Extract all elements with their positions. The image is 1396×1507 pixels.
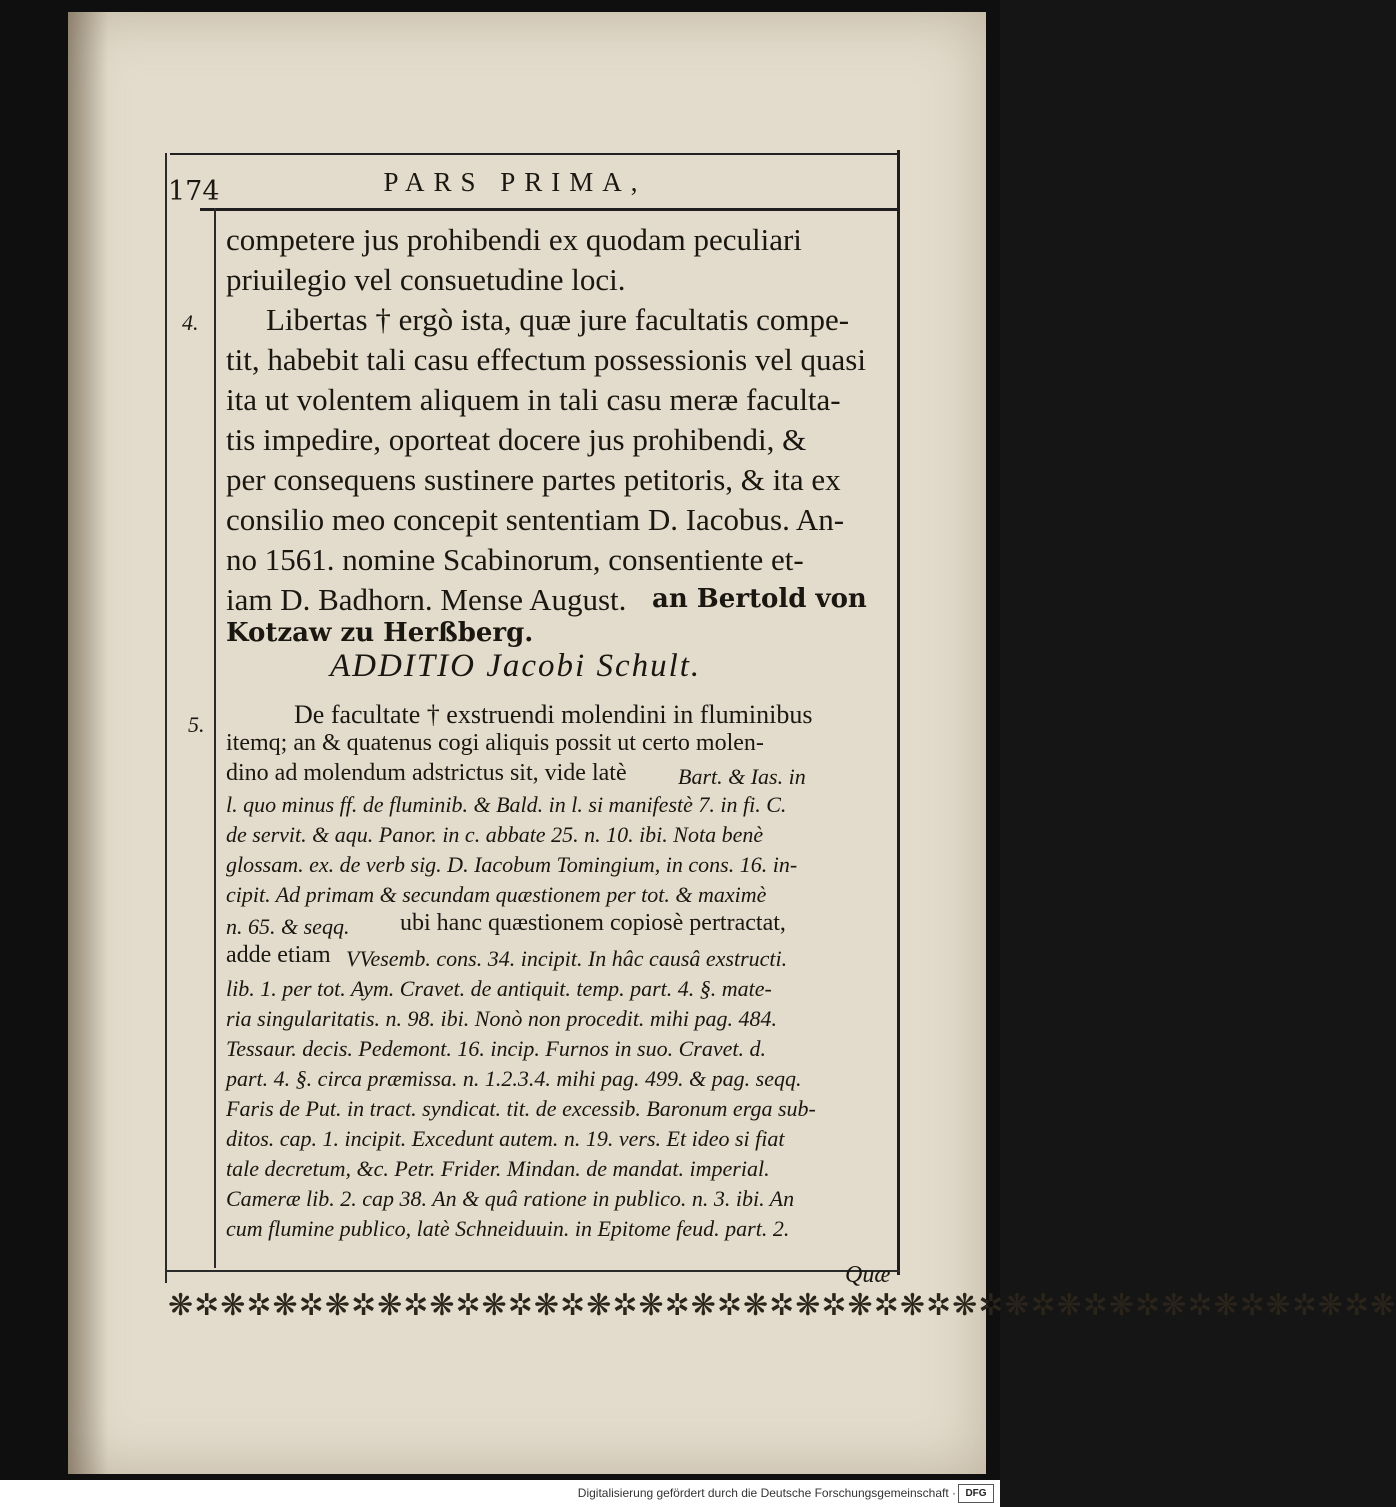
additio-line: itemq; an & quatenus cogi aliquis possit ut certo molen-: [226, 730, 764, 756]
citation-line: glossam. ex. de verb sig. D. Iacobum Tomingium, in cons. 16. in-: [226, 852, 798, 877]
dfg-logo: DFG: [958, 1484, 994, 1503]
margin-number: 5.: [188, 712, 205, 737]
catchword: Quæ: [845, 1262, 891, 1288]
text-line: adde etiam: [226, 942, 331, 968]
citation-line: tale decretum, &c. Petr. Frider. Mindan. de mandat. imperial.: [226, 1156, 770, 1181]
additio-line: De facultate † exstruendi molendini in fluminibus: [294, 700, 813, 729]
citation-line: de servit. & aqu. Panor. in c. abbate 25. n. 10. ibi. Nota benè: [226, 822, 764, 847]
citation-line: part. 4. §. circa præmissa. n. 1.2.3.4. mihi pag. 499. & pag. seqq.: [226, 1066, 802, 1091]
footer-credit: Digitalisierung gefördert durch die Deutsche Forschungsgemeinschaft ·: [577, 1486, 956, 1500]
citation-line: ria singularitatis. n. 98. ibi. Nonò non procedit. mihi pag. 484.: [226, 1006, 778, 1031]
citation-line: VVesemb. cons. 34. incipit. In hâc causâ exstructi.: [346, 946, 788, 971]
header-rule: [200, 208, 898, 211]
text-line: competere jus prohibendi ex quodam peculiari: [226, 222, 802, 257]
fraktur-name: Kotzaw zu Herßberg.: [226, 618, 534, 648]
citation-line: Tessaur. decis. Pedemont. 16. incip. Furnos in suo. Cravet. d.: [226, 1036, 766, 1061]
citation-line: lib. 1. per tot. Aym. Cravet. de antiquit. temp. part. 4. §. mate-: [226, 976, 772, 1001]
left-frame-rule: [165, 153, 167, 1283]
citation-line: Cameræ lib. 2. cap 38. An & quâ ratione in publico. n. 3. ibi. An: [226, 1186, 795, 1211]
citation-line: cum flumine publico, latè Schneiduuin. in Epitome feud. part. 2.: [226, 1216, 790, 1241]
fraktur-name: an Bertold von: [652, 584, 867, 614]
text-line: consilio meo concepit sententiam D. Iacobus. An-: [226, 502, 845, 537]
text-line: tit, habebit tali casu effectum possessionis vel quasi: [226, 342, 866, 377]
text-line: ita ut volentem aliquem in tali casu meræ faculta-: [226, 382, 841, 417]
ornament-band: ❋✲❋✲❋✲❋✲❋✲❋✲❋✲❋✲❋✲❋✲❋✲❋✲❋✲❋✲❋✲❋✲❋✲❋✲❋✲❋✲❋✲❋✲❋✲❋: [168, 1288, 1396, 1323]
citation-line: l. quo minus ff. de fluminib. & Bald. in l. si manifestè 7. in fi. C.: [226, 792, 787, 817]
text-line: no 1561. nomine Scabinorum, consentiente et-: [226, 542, 804, 577]
gutter-shadow: [68, 12, 108, 1474]
citation-line: ditos. cap. 1. incipit. Excedunt autem. n. 19. vers. Et ideo si fiat: [226, 1126, 785, 1151]
citation-line: Faris de Put. in tract. syndicat. tit. de excessib. Baronum erga sub-: [226, 1096, 816, 1121]
text-line: per consequens sustinere partes petitoris, & ita ex: [226, 462, 841, 497]
citation-line: n. 65. & seqq.: [226, 914, 350, 939]
text-line: priuilegio vel consuetudine loci.: [226, 262, 626, 297]
citation-line: Bart. & Ias. in: [678, 764, 806, 789]
text-line: Libertas † ergò ista, quæ jure facultatis compe-: [266, 302, 850, 337]
margin-number: 4.: [182, 310, 199, 335]
top-rule: [170, 153, 898, 155]
text-line: ubi hanc quæstionem copiosè pertractat,: [400, 910, 786, 936]
inner-margin-rule: [214, 208, 216, 1268]
additio-line: dino ad molendum adstrictus sit, vide latè: [226, 760, 627, 786]
page-number: 174: [168, 176, 220, 207]
additio-heading: ADDITIO Jacobi Schult.: [330, 648, 702, 684]
text-line: iam D. Badhorn. Mense August.: [226, 582, 627, 617]
text-line: tis impedire, oporteat docere jus prohibendi, &: [226, 422, 807, 457]
citation-line: cipit. Ad primam & secundam quæstionem per tot. & maximè: [226, 882, 767, 907]
running-head: PARS PRIMA,: [383, 167, 647, 197]
bottom-rule: [165, 1270, 900, 1272]
